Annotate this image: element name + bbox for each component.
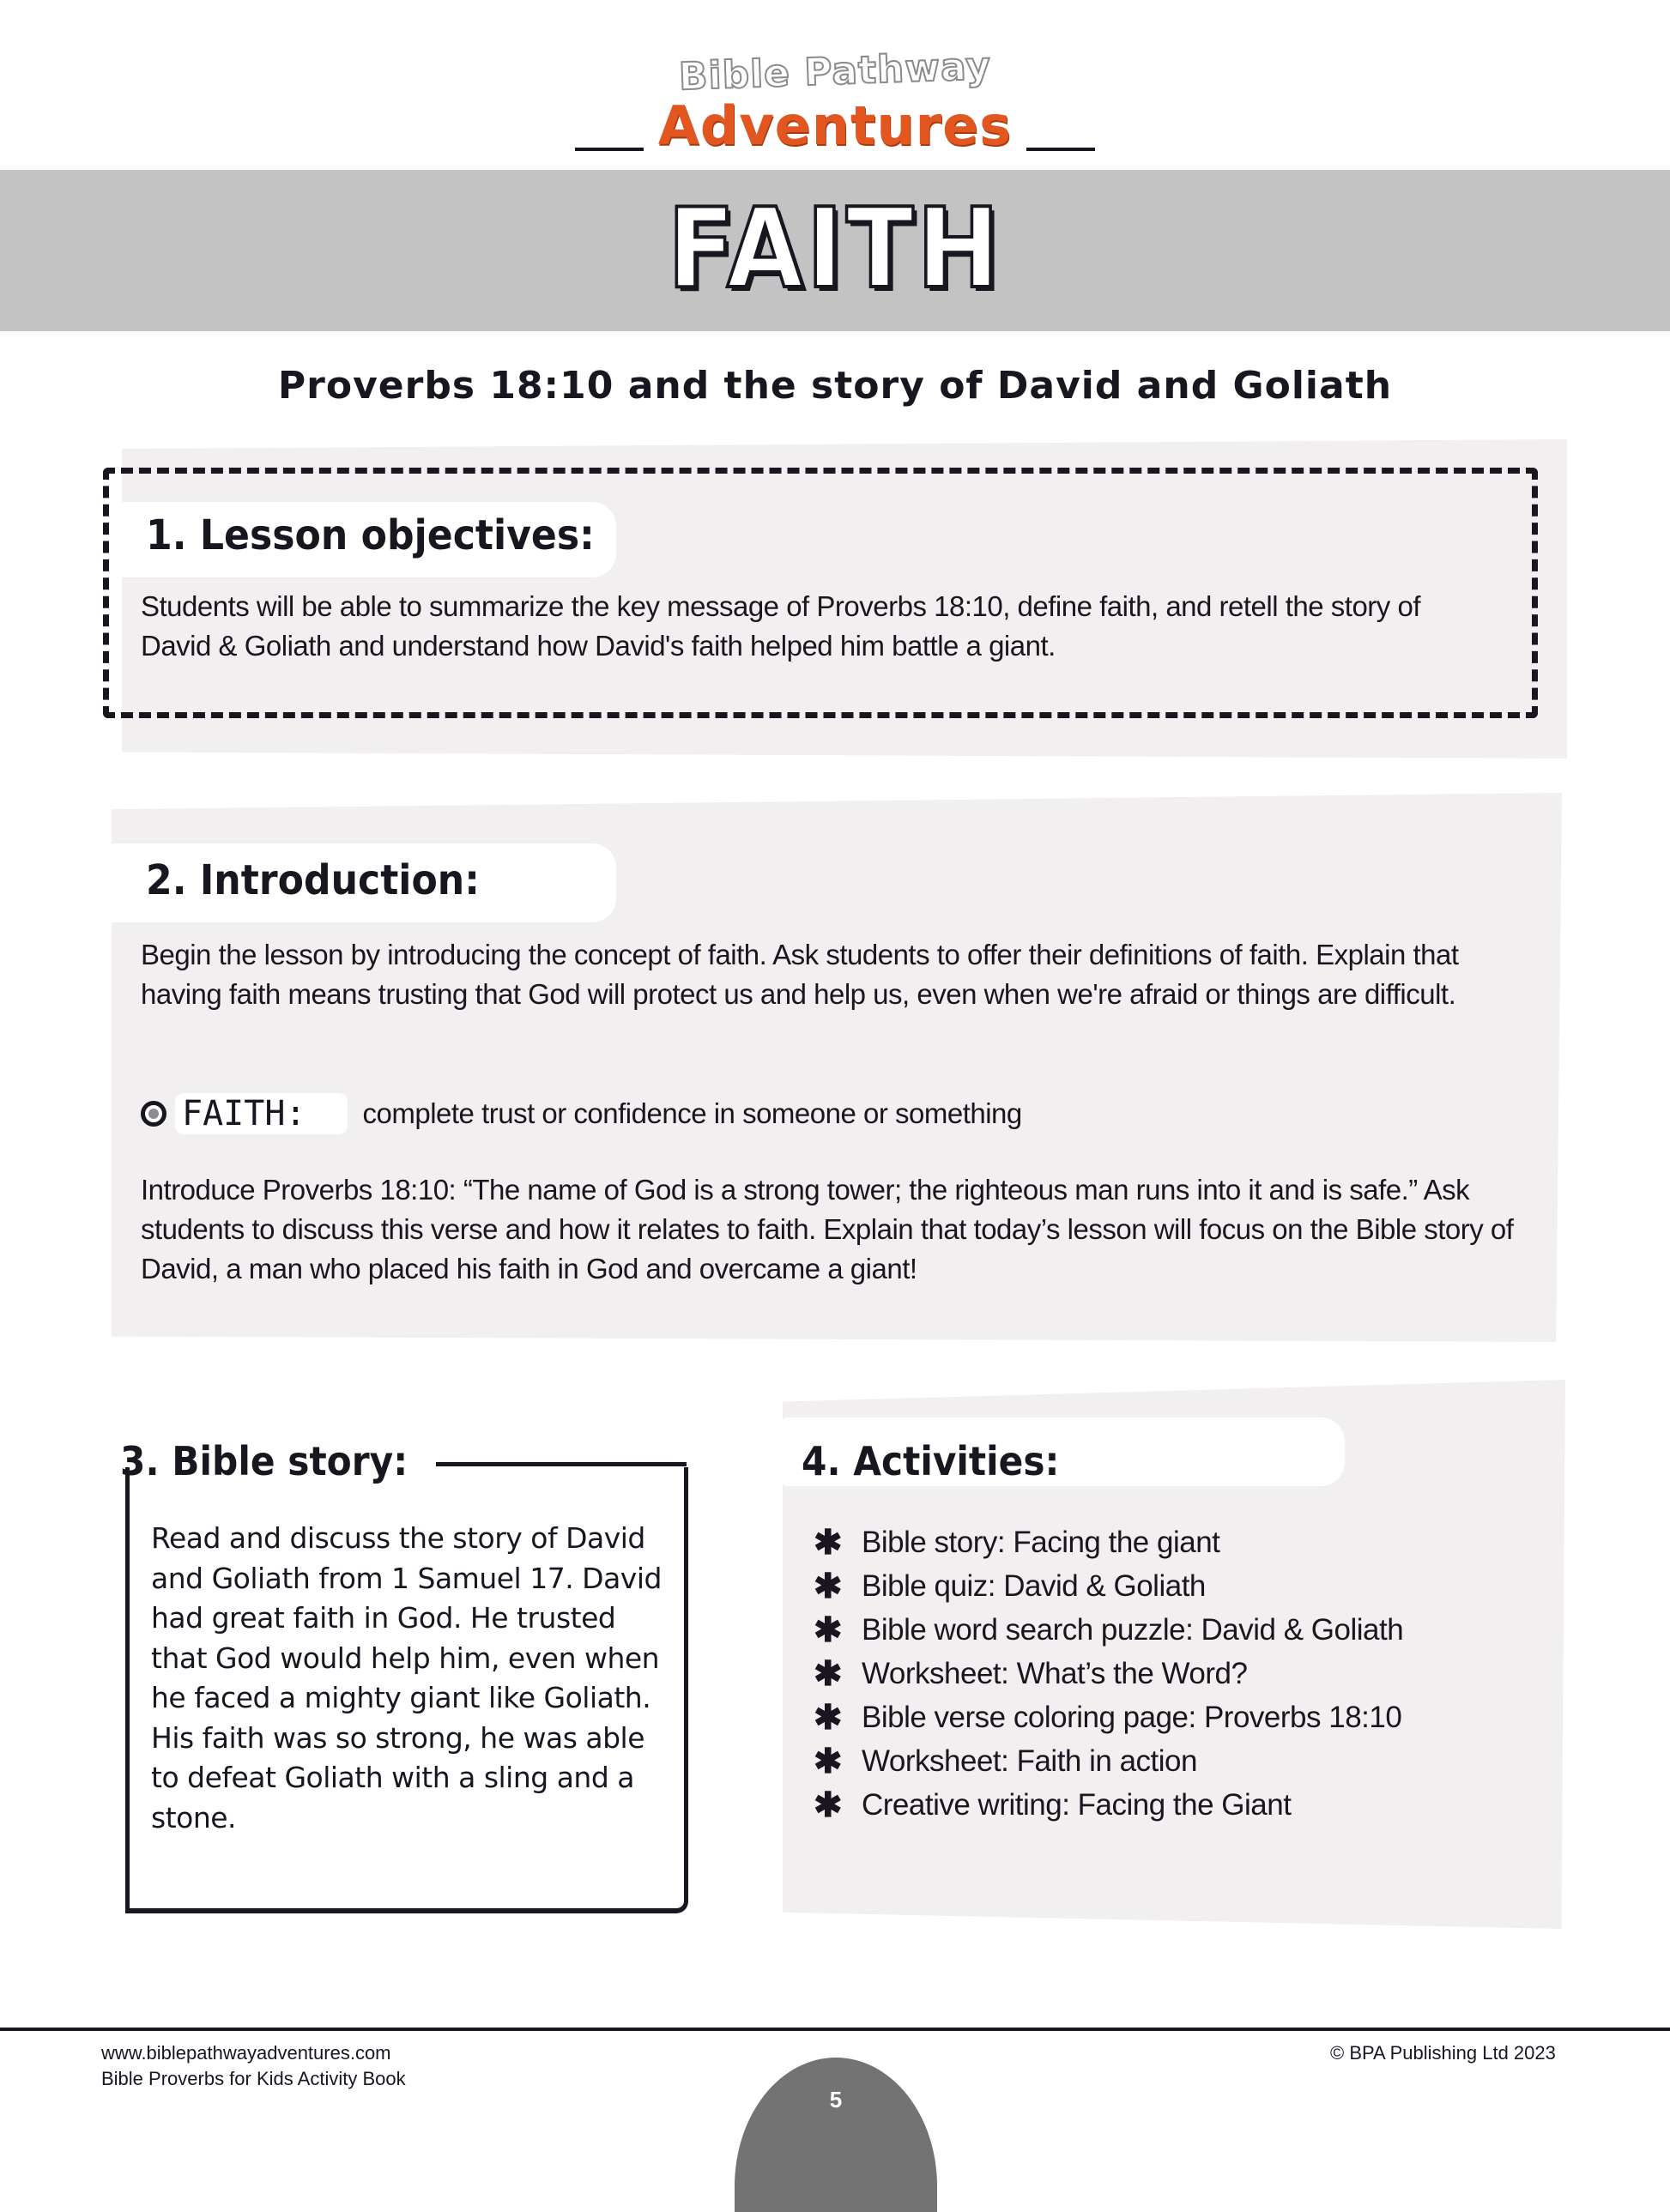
list-item xyxy=(814,1520,1552,1564)
footer-copyright: © BPA Publishing Ltd 2023 xyxy=(1330,2042,1556,2064)
objectives-text: Students will be able to summarize the key message of Proverbs 18:10, define faith, and retell the story of David & Goliath and understand how David's faith helped him battle a giant. xyxy=(141,590,1420,662)
footer-website-link[interactable]: www.biblepathwayadventures.com xyxy=(101,2042,391,2064)
list-item xyxy=(814,1564,1552,1608)
introduction-heading: 2. Introduction: xyxy=(146,856,480,904)
introduction-text: Begin the lesson by introducing the concept of faith. Ask students to offer their definitions of faith. Explain that having faith means trusting that God will protect us and help us, even when we're afraid or things are difficult. xyxy=(141,939,1459,1010)
activity-label: Worksheet: Faith in action xyxy=(862,1744,1197,1778)
asterisk-bullet-icon: ✱ xyxy=(814,1611,843,1649)
list-item xyxy=(814,1652,1552,1695)
asterisk-bullet-icon: ✱ xyxy=(814,1523,843,1562)
activity-label: Bible story: Facing the giant xyxy=(862,1525,1220,1559)
activity-label: Bible verse coloring page: Proverbs 18:10 xyxy=(862,1700,1402,1734)
footer-divider xyxy=(0,2028,1670,2031)
footer-book-title: Bible Proverbs for Kids Activity Book xyxy=(101,2068,406,2089)
logo-line-1: Bible Pathway xyxy=(678,44,992,100)
activities-list xyxy=(814,1520,1552,1827)
objectives-heading: 1. Lesson objectives: xyxy=(146,511,595,559)
list-item xyxy=(814,1608,1552,1652)
definition-meaning: complete trust or confidence in someone or something xyxy=(362,1097,1022,1129)
page-number: 5 xyxy=(829,2087,843,2112)
footer-left xyxy=(101,2040,406,2092)
page-number-tab xyxy=(735,2058,937,2212)
bible-story-heading: 3. Bible story: xyxy=(120,1438,408,1484)
logo-line-2: Adventures xyxy=(657,94,1013,157)
page-subtitle: Proverbs 18:10 and the story of David and Goliath xyxy=(277,364,1393,408)
introduction-verse-text: Introduce Proverbs 18:10: “The name of God is a strong tower; the righteous man runs into it and is safe.” Ask students to discuss this verse and how it relates to faith. Explain that today’s lesson will focus on the Bible story of David, a man who placed his faith in God and overcame a giant! xyxy=(141,1174,1514,1284)
asterisk-bullet-icon: ✱ xyxy=(814,1786,843,1824)
asterisk-bullet-icon: ✱ xyxy=(814,1654,843,1693)
faith-definition xyxy=(141,1090,1022,1138)
asterisk-bullet-icon: ✱ xyxy=(814,1742,843,1780)
asterisk-bullet-icon: ✱ xyxy=(814,1567,843,1605)
radio-bullet-icon xyxy=(141,1101,166,1127)
publisher-logo xyxy=(0,34,1670,172)
list-item xyxy=(814,1739,1552,1783)
title-banner xyxy=(0,170,1670,331)
activity-label: Worksheet: What’s the Word? xyxy=(862,1656,1248,1690)
activities-heading: 4. Activities: xyxy=(802,1438,1060,1484)
story-frame-top-line xyxy=(436,1462,687,1466)
list-item xyxy=(814,1695,1552,1739)
definition-term: FAITH: xyxy=(175,1093,348,1134)
page-title: FAITH xyxy=(667,185,1003,313)
activity-label: Creative writing: Facing the Giant xyxy=(862,1787,1292,1822)
list-item xyxy=(814,1783,1552,1827)
bible-story-text: Read and discuss the story of David and Goliath from 1 Samuel 17. David had great faith in God. He trusted that God would help him, even when he faced a mighty giant like Goliath. His faith was so strong, he was able to defeat Goliath with a sling and a stone. xyxy=(151,1521,662,1834)
asterisk-bullet-icon: ✱ xyxy=(814,1698,843,1737)
activity-label: Bible word search puzzle: David & Goliath xyxy=(862,1612,1404,1647)
activity-label: Bible quiz: David & Goliath xyxy=(862,1568,1206,1603)
